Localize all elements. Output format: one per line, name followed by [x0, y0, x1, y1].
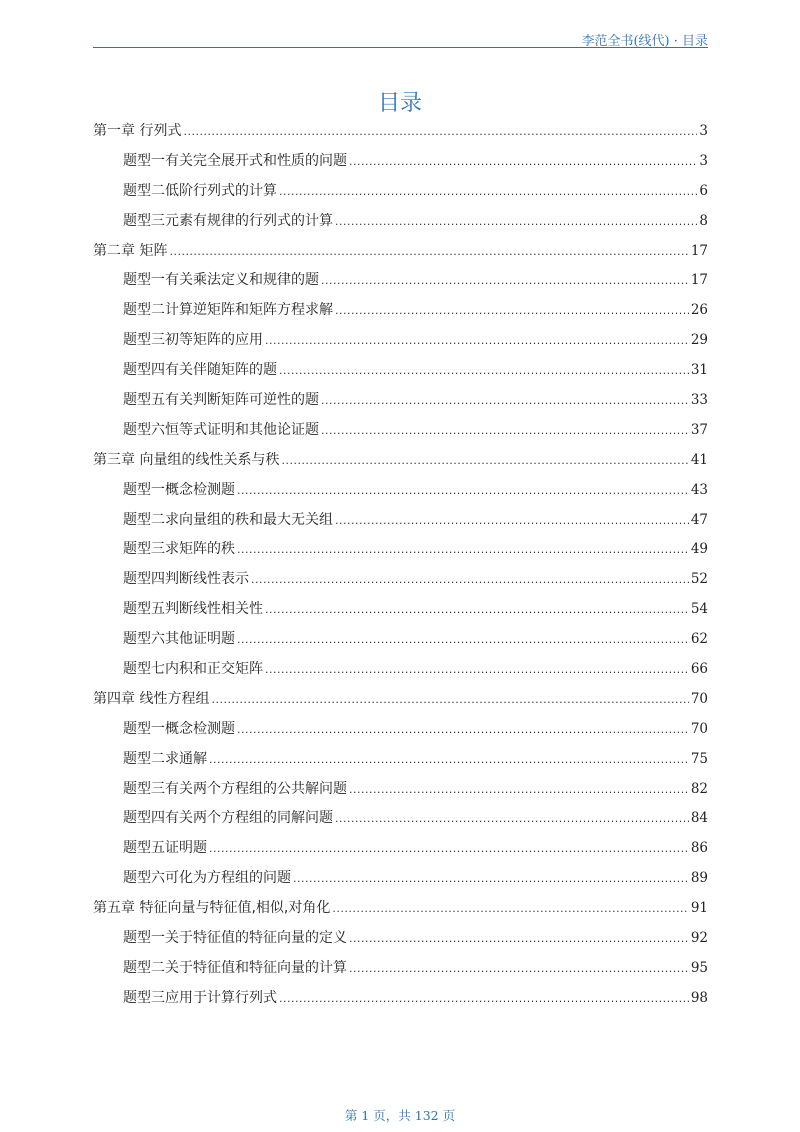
toc-page-number: 8	[699, 212, 708, 229]
toc-entry-title: 题型二计算逆矩阵和矩阵方程求解	[123, 302, 333, 319]
toc-section-entry[interactable]	[93, 625, 708, 655]
toc-entry-title: 题型二求通解	[123, 750, 207, 767]
toc-entry-title: 题型六可化为方程组的问题	[123, 870, 291, 887]
toc-entry-title: 题型二求向量组的秩和最大无关组	[123, 511, 333, 528]
toc-section-entry[interactable]	[93, 984, 708, 1014]
toc-section-entry[interactable]	[93, 416, 708, 446]
toc-leader-dots	[211, 685, 688, 715]
toc-section-entry[interactable]	[93, 655, 708, 685]
toc-page-number: 82	[690, 780, 708, 797]
toc-entry-title: 题型一有关乘法定义和规律的题	[123, 272, 319, 289]
toc-page-number: 70	[690, 690, 708, 707]
toc-page-number: 62	[690, 631, 708, 648]
toc-entry-title: 题型四有关两个方程组的同解问题	[123, 810, 333, 827]
toc-leader-dots	[251, 565, 689, 595]
toc-leader-dots	[321, 386, 689, 416]
toc-section-entry[interactable]	[93, 386, 708, 416]
toc-section-entry[interactable]	[93, 565, 708, 595]
toc-section-entry[interactable]	[93, 326, 708, 356]
table-of-contents	[93, 117, 708, 1014]
toc-leader-dots	[349, 924, 689, 954]
running-header: 李范全书(线代) · 目录	[581, 34, 708, 49]
toc-leader-dots	[335, 296, 689, 326]
toc-section-entry[interactable]	[93, 476, 708, 506]
toc-section-entry[interactable]	[93, 506, 708, 536]
toc-entry-title: 题型六恒等式证明和其他论证题	[123, 421, 319, 438]
toc-leader-dots	[237, 476, 689, 506]
toc-page-number: 54	[690, 601, 708, 618]
toc-leader-dots	[169, 237, 688, 267]
toc-page-number: 3	[699, 123, 708, 139]
toc-leader-dots	[237, 535, 689, 565]
toc-section-entry[interactable]	[93, 924, 708, 954]
toc-section-entry[interactable]	[93, 775, 708, 805]
toc-leader-dots	[183, 117, 697, 147]
toc-page-number: 66	[690, 661, 708, 678]
toc-leader-dots	[265, 595, 689, 625]
toc-page-number: 17	[690, 272, 708, 289]
toc-page-number: 6	[699, 182, 708, 199]
toc-entry-title: 题型一有关完全展开式和性质的问题	[123, 152, 347, 169]
toc-page-number: 41	[690, 451, 708, 468]
toc-chapter-entry[interactable]	[93, 117, 708, 147]
toc-entry-title: 题型二关于特征值和特征向量的计算	[123, 959, 347, 976]
toc-page-number: 70	[690, 720, 708, 737]
toc-entry-title: 题型三求矩阵的秩	[123, 541, 235, 558]
toc-page-number: 26	[690, 302, 708, 319]
toc-page-number: 91	[690, 900, 708, 917]
toc-entry-title: 题型六其他证明题	[123, 631, 235, 648]
toc-page-number: 3	[699, 152, 708, 169]
toc-chapter-entry[interactable]	[93, 446, 708, 476]
toc-entry-title: 第五章 特征向量与特征值,相似,对角化	[93, 900, 331, 917]
toc-title: 目录	[377, 91, 422, 116]
toc-leader-dots	[321, 266, 689, 296]
toc-leader-dots	[335, 207, 697, 237]
toc-page-number: 29	[690, 332, 708, 349]
toc-entry-title: 题型三元素有规律的行列式的计算	[123, 212, 333, 229]
toc-section-entry[interactable]	[93, 745, 708, 775]
toc-page-number: 86	[690, 840, 708, 857]
toc-entry-title: 题型四判断线性表示	[123, 571, 249, 588]
toc-page-number: 33	[690, 392, 708, 409]
toc-section-entry[interactable]	[93, 954, 708, 984]
toc-section-entry[interactable]	[93, 804, 708, 834]
toc-chapter-entry[interactable]	[93, 237, 708, 267]
toc-page-number: 89	[690, 870, 708, 887]
toc-leader-dots	[237, 625, 689, 655]
toc-section-entry[interactable]	[93, 177, 708, 207]
toc-leader-dots	[279, 177, 697, 207]
toc-page-number: 49	[690, 541, 708, 558]
toc-entry-title: 题型一概念检测题	[123, 720, 235, 737]
toc-section-entry[interactable]	[93, 535, 708, 565]
toc-entry-title: 题型五判断线性相关性	[123, 601, 263, 618]
toc-section-entry[interactable]	[93, 296, 708, 326]
toc-page-number: 92	[690, 930, 708, 947]
page-footer: 第 1 页，共 132 页	[344, 1108, 456, 1123]
toc-page-number: 98	[690, 989, 708, 1006]
toc-leader-dots	[265, 326, 689, 356]
toc-leader-dots	[279, 984, 689, 1014]
toc-page-number: 95	[690, 959, 708, 976]
toc-entry-title: 第一章 行列式	[93, 123, 182, 139]
toc-entry-title: 题型七内积和正交矩阵	[123, 661, 263, 678]
toc-entry-title: 题型三初等矩阵的应用	[123, 332, 263, 349]
toc-entry-title: 题型二低阶行列式的计算	[123, 182, 277, 199]
toc-entry-title: 第四章 线性方程组	[93, 690, 210, 707]
toc-section-entry[interactable]	[93, 356, 708, 386]
toc-entry-title: 题型五有关判断矩阵可逆性的题	[123, 392, 319, 409]
toc-entry-title: 第三章 向量组的线性关系与秩	[93, 451, 280, 468]
toc-page-number: 47	[690, 511, 708, 528]
toc-page-number: 52	[690, 571, 708, 588]
toc-leader-dots	[281, 446, 688, 476]
toc-leader-dots	[321, 416, 689, 446]
toc-leader-dots	[265, 655, 689, 685]
toc-page-number: 31	[690, 362, 708, 379]
toc-leader-dots	[335, 506, 689, 536]
toc-section-entry[interactable]	[93, 834, 708, 864]
toc-section-entry[interactable]	[93, 864, 708, 894]
toc-entry-title: 题型三有关两个方程组的公共解问题	[123, 780, 347, 797]
toc-entry-title: 题型一概念检测题	[123, 481, 235, 498]
toc-leader-dots	[349, 775, 689, 805]
toc-page-number: 17	[690, 242, 708, 259]
toc-entry-title: 题型三应用于计算行列式	[123, 989, 277, 1006]
toc-entry-title: 题型一关于特征值的特征向量的定义	[123, 930, 347, 947]
toc-leader-dots	[349, 147, 697, 177]
toc-section-entry[interactable]	[93, 715, 708, 745]
toc-leader-dots	[293, 864, 689, 894]
toc-page-number: 43	[690, 481, 708, 498]
toc-chapter-entry[interactable]	[93, 894, 708, 924]
toc-section-entry[interactable]	[93, 147, 708, 177]
toc-leader-dots	[209, 834, 689, 864]
toc-page-number: 37	[690, 421, 708, 438]
toc-leader-dots	[279, 356, 689, 386]
toc-entry-title: 题型四有关伴随矩阵的题	[123, 362, 277, 379]
toc-section-entry[interactable]	[93, 595, 708, 625]
toc-entry-title: 第二章 矩阵	[93, 242, 168, 259]
toc-leader-dots	[349, 954, 689, 984]
toc-chapter-entry[interactable]	[93, 685, 708, 715]
toc-entry-title: 题型五证明题	[123, 840, 207, 857]
header-divider	[93, 47, 708, 48]
toc-page-number: 75	[690, 750, 708, 767]
toc-page-number: 84	[690, 810, 708, 827]
toc-leader-dots	[209, 745, 689, 775]
toc-section-entry[interactable]	[93, 266, 708, 296]
toc-leader-dots	[332, 894, 688, 924]
toc-leader-dots	[237, 715, 689, 745]
toc-section-entry[interactable]	[93, 207, 708, 237]
toc-leader-dots	[335, 804, 689, 834]
